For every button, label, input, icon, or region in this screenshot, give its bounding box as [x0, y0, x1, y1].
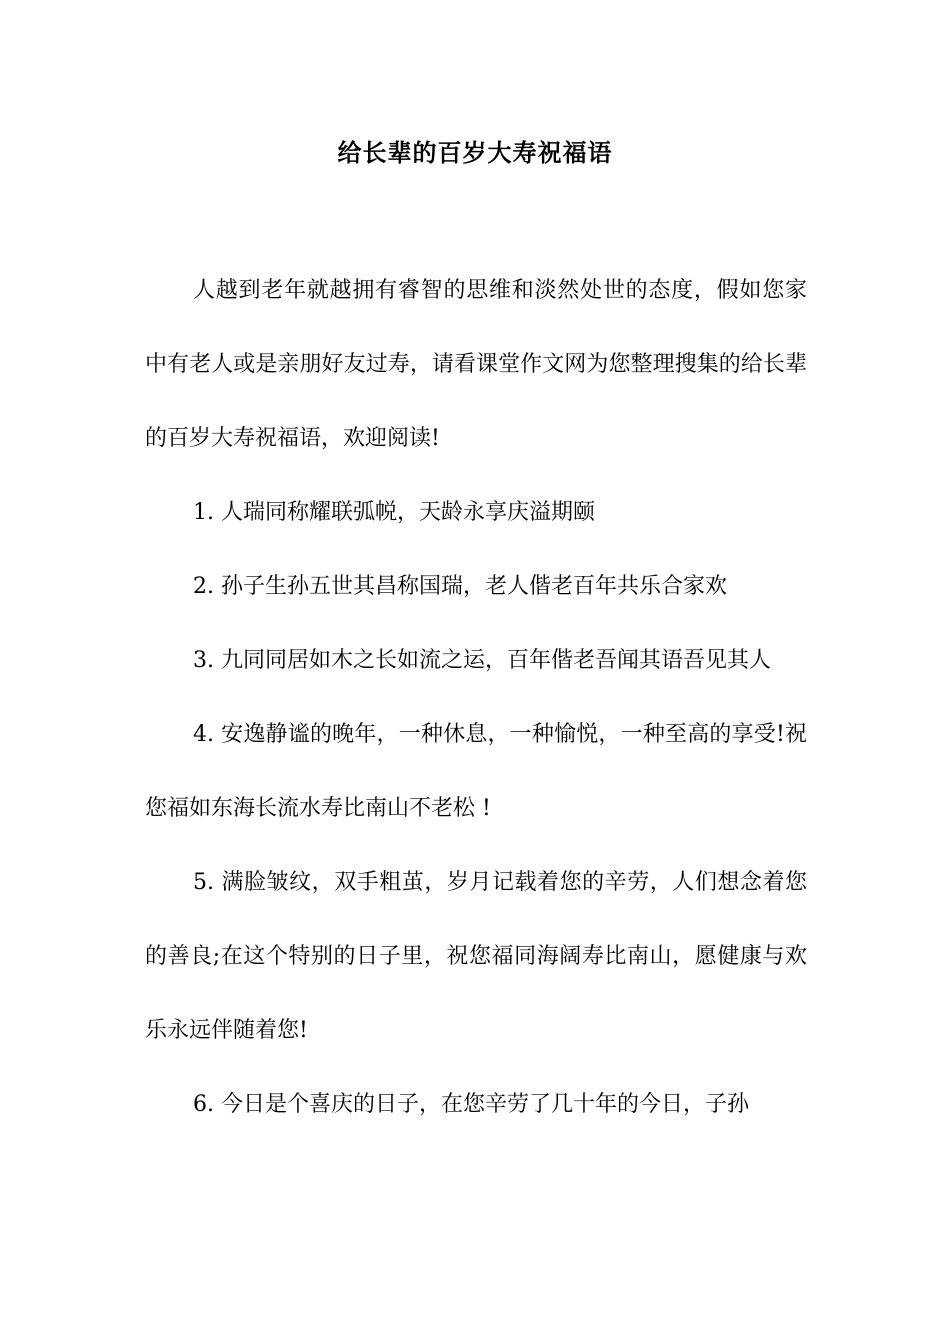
greeting-item-5: 5. 满脸皱纹，双手粗茧，岁月记载着您的辛劳，人们想念着您的善良;在这个特别的日子里，祝您福同海阔寿比南山，愿健康与欢乐永远伴随着您!: [145, 870, 807, 1043]
greeting-item-1: 1. 人瑞同称耀联弧帨，天龄永享庆溢期颐: [193, 500, 595, 525]
greeting-item-6: 6. 今日是个喜庆的日子，在您辛劳了几十年的今日，子孙: [193, 1092, 749, 1117]
document-title: 给长辈的百岁大寿祝福语: [337, 138, 613, 167]
greeting-item-3: 3. 九同同居如木之长如流之运，百年偕老吾闻其语吾见其人: [193, 648, 771, 673]
greeting-item-4: 4. 安逸静谧的晚年，一种休息，一种愉悦，一种至高的享受!祝您福如东海长流水寿比南山不老松 !: [145, 722, 807, 821]
intro-paragraph: 人越到老年就越拥有睿智的思维和淡然处世的态度，假如您家中有老人或是亲朋好友过寿，请看课堂作文网为您整理搜集的给长辈的百岁大寿祝福语，欢迎阅读!: [145, 278, 807, 451]
document-body: [145, 254, 807, 1142]
greeting-item-2: 2. 孙子生孙五世其昌称国瑞，老人偕老百年共乐合家欢: [193, 574, 727, 599]
